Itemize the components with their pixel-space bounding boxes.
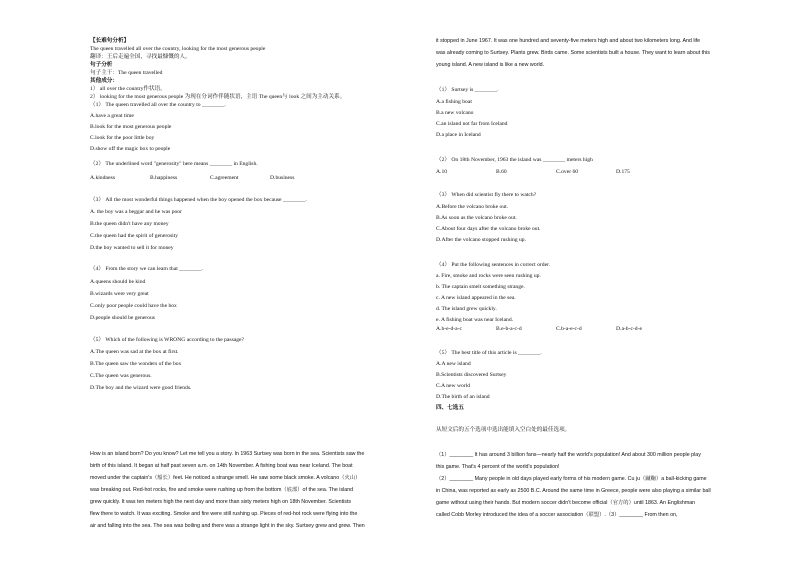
question-stem: （2） On 18th November, 1963 the island was ________ meters high (436, 157, 593, 163)
order-sentence: e. A fishing boat was near Iceland. (436, 317, 514, 323)
passage-line: in China, was reported as early as 2500 B.C. Around the same time in Greece, people were also playing a similar ball (436, 488, 711, 494)
question-stem: （1） The queen travelled all over the country to ________. (90, 102, 226, 108)
option-d[interactable]: D.a-b-c-d-e (616, 326, 642, 332)
passage-line: air and falling into the sea. The sea was boiling and there was a strange light in the sky. Surtsey grew and grew. Then (90, 523, 365, 529)
option-d[interactable]: D.a place in Iceland (436, 132, 481, 138)
option-c[interactable]: C.the queen had the spirit of generosity (90, 233, 179, 239)
question-stem: （4） From the story we can learn that ________. (90, 266, 203, 272)
order-sentence: c. A new island appeared in the sea. (436, 295, 516, 301)
option-d[interactable]: D.show off the magic box to people (90, 146, 171, 152)
section-title: 四、七选五 (436, 405, 464, 411)
passage-line: flew there to watch. It was exciting. Smoke and fire were still rushing up. Pieces of red-hot rock were flying into the (90, 511, 358, 517)
option-b[interactable]: B.a new volcano (436, 110, 474, 116)
passage-line: was already coming to Surtsey. Plants grew. Birds came. Some scientists built a house. They want to learn about this (436, 50, 710, 56)
option-d[interactable]: D.175 (616, 169, 630, 175)
option-b[interactable]: B.wizards were very great (90, 291, 149, 297)
passage-line: （1）________ It has around 3 billion fans—nearly half the world's population! And about 300 million people play (436, 452, 701, 458)
option-b[interactable]: B.Scientists discovered Surtsey (436, 372, 507, 378)
option-d[interactable]: D.the boy wanted to sell it for money (90, 245, 174, 251)
passage-line: it stopped in June 1967. It was one hundred and seventy-five meters high and about two kilometers long. And life (436, 38, 701, 44)
option-c[interactable]: C.over 60 (556, 169, 579, 175)
option-a[interactable]: A.A new island (436, 361, 471, 367)
passage-line: game without using their hands. But modern soccer didn't become official（官方的）until 1863. An Englishman (436, 500, 696, 506)
option-c[interactable]: C.agreement (210, 175, 239, 181)
question-stem: （1） Surtsey is ________. (436, 87, 499, 93)
option-a[interactable]: A.have a great time (90, 113, 134, 119)
option-b[interactable]: B.60 (496, 169, 507, 175)
question-stem: （4） Put the following sentences in correct order. (436, 262, 551, 268)
option-d[interactable]: D.The birth of an island (436, 394, 490, 400)
option-d[interactable]: D.The boy and the wizard were good friends. (90, 385, 192, 391)
passage-line: young island. A new island is like a new world. (436, 62, 545, 68)
option-d[interactable]: D.business (270, 175, 295, 181)
order-sentence: d. The island grew quickly. (436, 306, 497, 312)
option-a[interactable]: A.The queen was sad at the box at first. (90, 349, 179, 355)
option-c[interactable]: C.The queen was generous. (90, 373, 152, 379)
passage-line: grew quickly. It was ten meters high the next day and more than sixty meters high on 18th November. Scientists (90, 499, 352, 505)
other-heading: 其他成分： (90, 78, 118, 84)
right-column (430, 0, 794, 562)
option-c[interactable]: C.b-a-e-c-d (556, 326, 582, 332)
question-stem: （3） All the most wonderful things happened when the boy opened the box because ________. (90, 197, 307, 203)
question-stem: （5） Which of the following is WRONG according to the passage? (90, 337, 245, 343)
option-c[interactable]: C.About four days after the volcano broke out. (436, 226, 541, 232)
option-a[interactable]: A.kindness (90, 175, 116, 181)
option-b[interactable]: B.the queen didn't have any money (90, 221, 169, 227)
option-a[interactable]: A.b-e-d-a-c (436, 326, 462, 332)
option-b[interactable]: B.look for the most generous people (90, 124, 172, 130)
question-stem: （2） The underlined word "generosity" here means ________ in English. (90, 161, 258, 167)
option-a[interactable]: A.Before the volcano broke out. (436, 204, 509, 210)
analysis-translation: 翻译：王后走遍全国，寻找最慷慨的人。 (90, 54, 191, 60)
analysis-heading: 【长难句分析】 (90, 38, 130, 44)
option-b[interactable]: B.happiness (150, 175, 178, 181)
other-item-1: 1） all over the country作状语。 (90, 86, 166, 92)
question-stem: （3） When did scientist fly there to watch? (436, 192, 537, 198)
option-c[interactable]: C.an island not far from Iceland (436, 121, 508, 127)
order-sentence: a. Fire, smoke and rocks were seen rushing up. (436, 273, 541, 279)
option-a[interactable]: A.a fishing boat (436, 99, 472, 105)
option-b[interactable]: B.As soon as the volcano broke out. (436, 215, 517, 221)
order-sentence: b. The captain smelt something strange. (436, 284, 525, 290)
main-part: 句子主干：The queen travelled (90, 70, 163, 76)
passage-line: moved under the captain's（船长）feet. He noticed a strange smell. He saw some black smoke. A volcano（火山） (90, 475, 361, 481)
option-b[interactable]: B.e-b-a-c-d (496, 326, 522, 332)
option-d[interactable]: D.people should be generous (90, 315, 155, 321)
option-a[interactable]: A.queens should be kind (90, 279, 146, 285)
analysis-sentence: The queen travelled all over the country, looking for the most generous people (90, 46, 266, 52)
option-a[interactable]: A.10 (436, 169, 448, 175)
structure-heading: 句子分析 (90, 62, 113, 68)
option-d[interactable]: D.After the volcano stopped rushing up. (436, 237, 526, 243)
option-c[interactable]: C.look for the poor little boy (90, 135, 155, 141)
passage-line: called Cobb Morley introduced the idea of a soccer association（联盟）.（3）________ From then on, (436, 512, 678, 518)
passage-line: this game. That's 4 percent of the world's population! (436, 464, 560, 470)
option-c[interactable]: C.only poor people could have the box (90, 303, 177, 309)
passage-line: How is an island born? Do you know? Let me tell you a story. In 1963 Surtsey was born in the sea. Scientists saw the (90, 451, 365, 457)
section-instruction: 从短文后的五个选项中选出能填入空白处的最佳选项。 (436, 427, 571, 433)
passage-line: （2）________ Many people in old days played early forms of his modern game. Cu ju（蹴鞠）a ball-kicking game (436, 476, 707, 482)
option-a[interactable]: A. the boy was a beggar and he was poor (90, 209, 182, 215)
passage-line: was breaking out. Red-hot rocks, fire and smoke were rushing up from the bottom（底部）of the sea. The island (90, 487, 354, 493)
question-stem: （5） The best title of this article is ________. (436, 350, 542, 356)
other-item-2: 2） looking for the most generous people 为现在分词作伴随状语，主语 The queen与 look 之间为主动关系。 (90, 94, 346, 100)
option-b[interactable]: B.The queen saw the wonders of the box (90, 361, 182, 367)
passage-line: birth of this island. It began at half past seven a.m. on 14th November. A fishing boat was near Iceland. The boat (90, 463, 353, 469)
option-c[interactable]: C.A new world (436, 383, 471, 389)
